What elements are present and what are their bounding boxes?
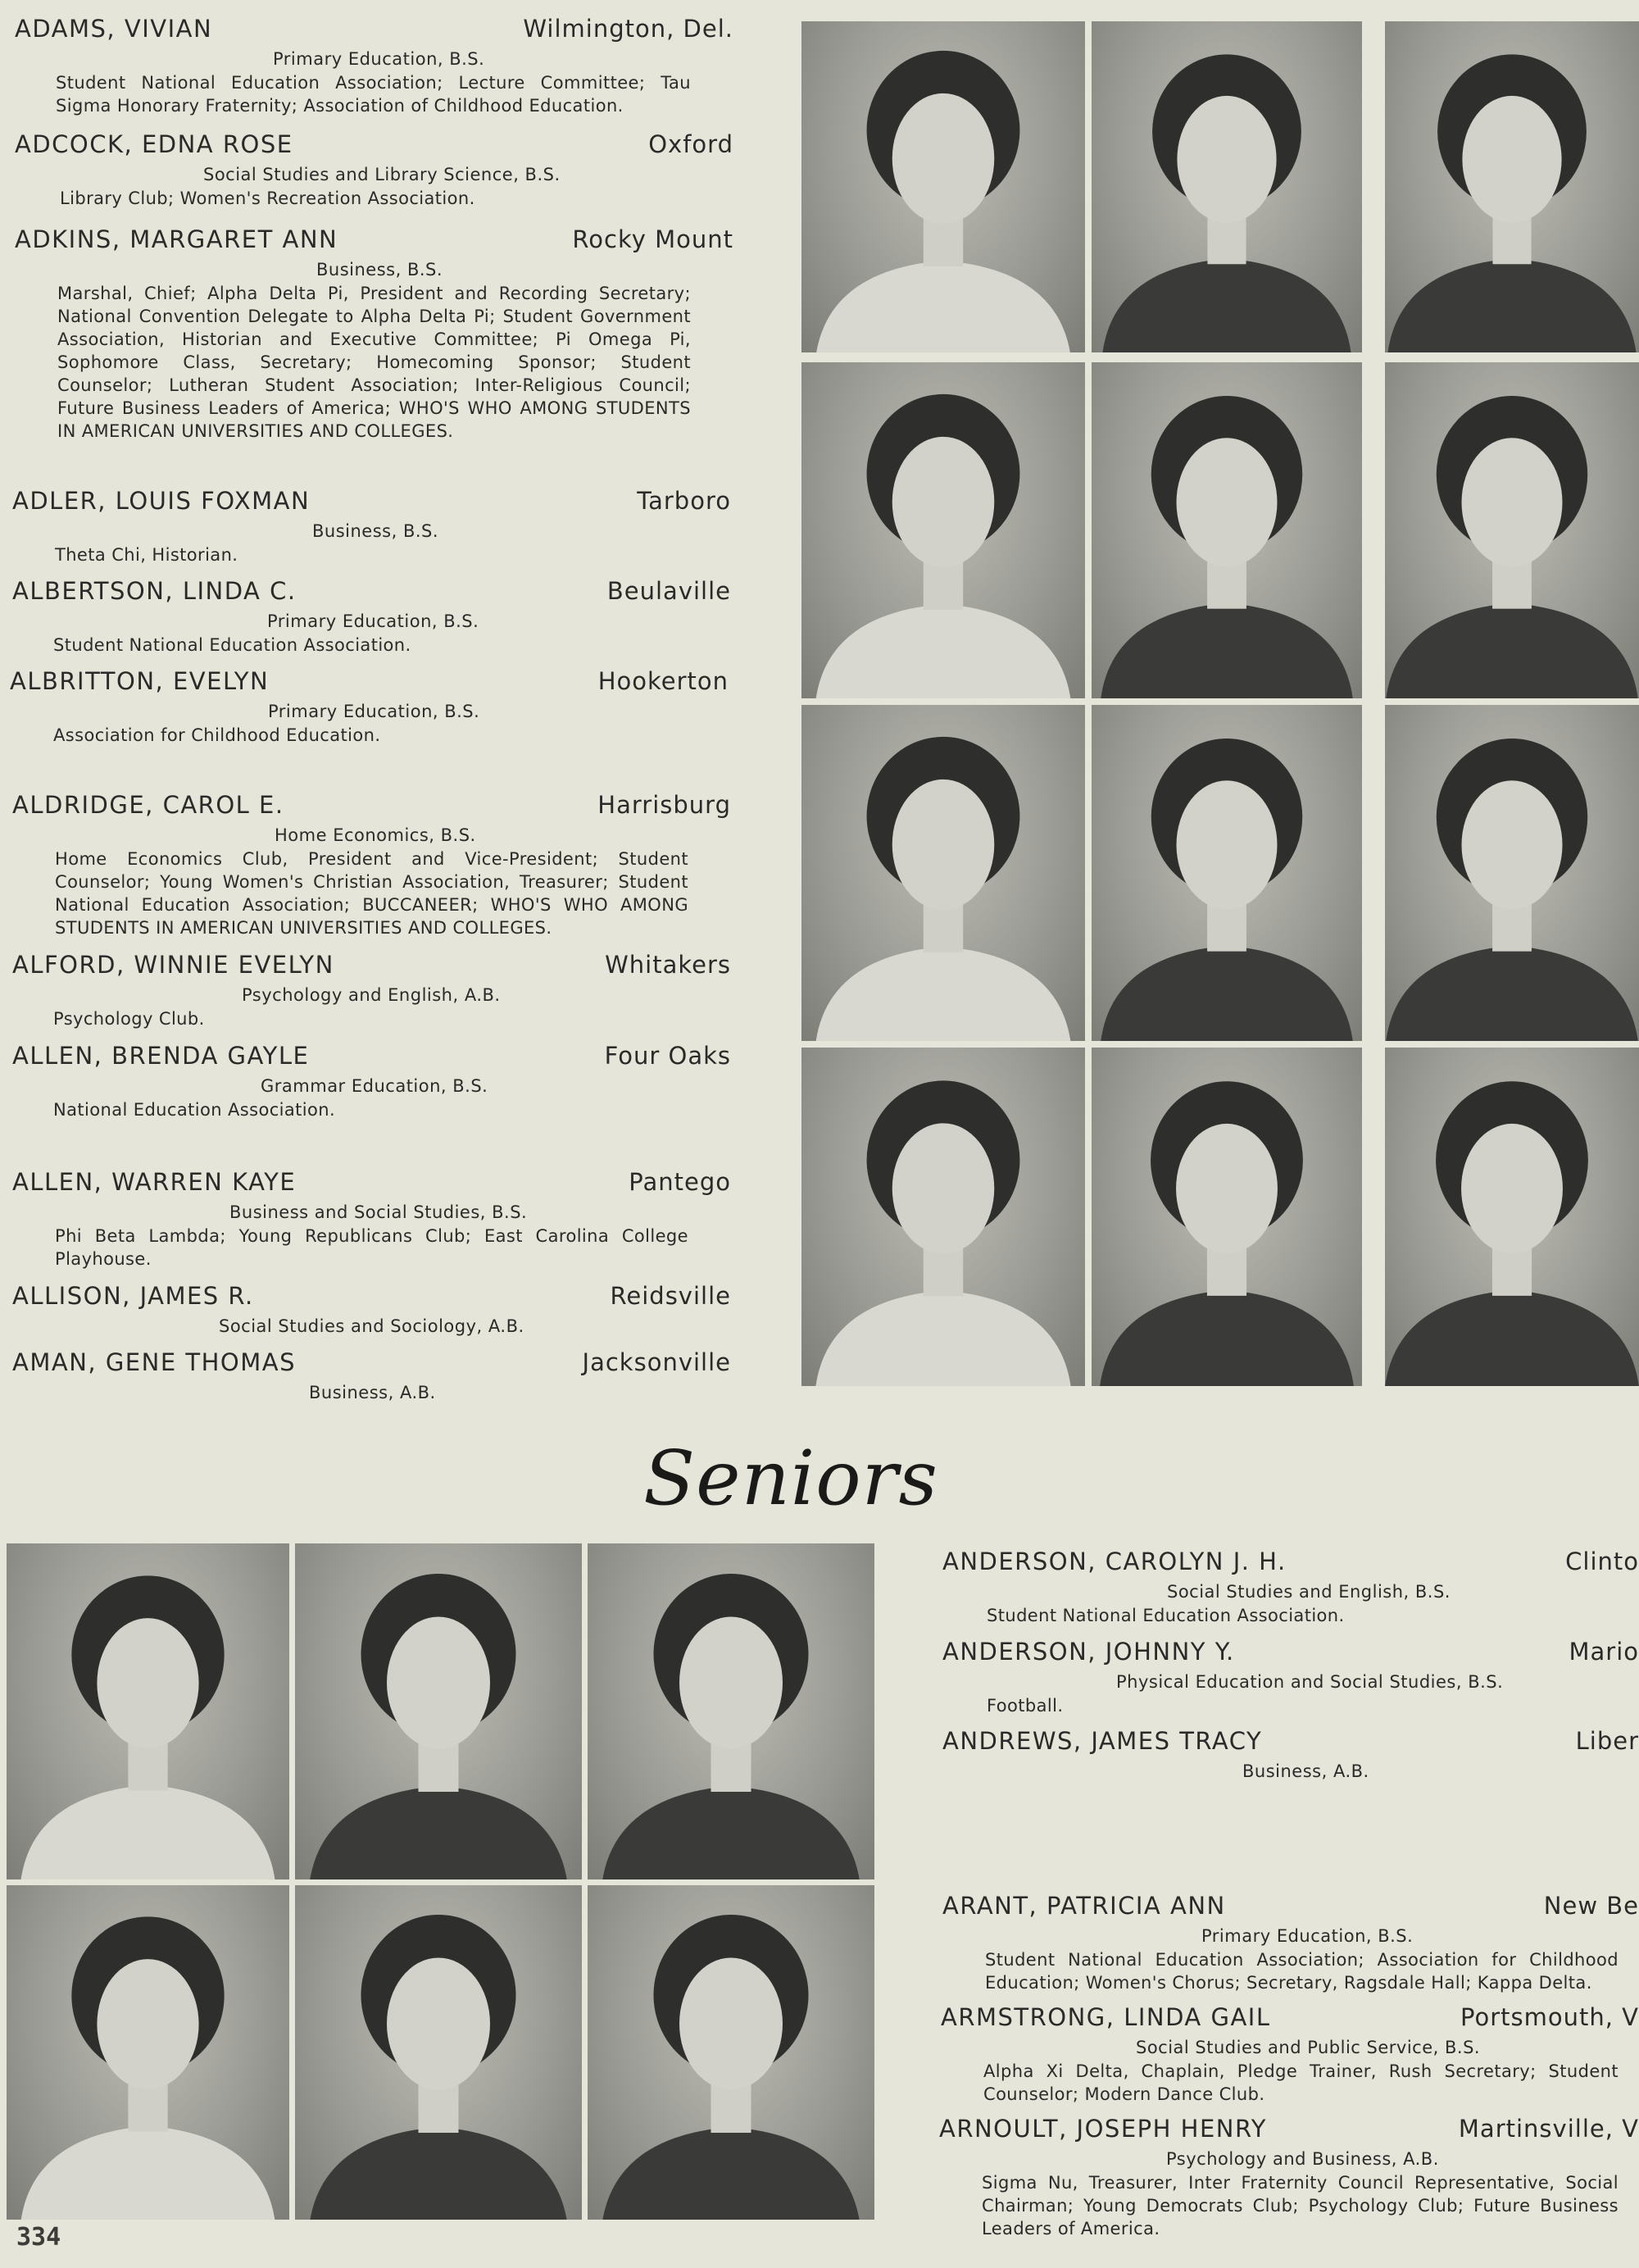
student-hometown: New Be <box>1543 1892 1639 1920</box>
page-number: 334 <box>16 2223 61 2252</box>
portrait-anderson-carolyn <box>7 1543 289 1879</box>
student-degree: Social Studies and Sociology, A.B. <box>219 1316 524 1336</box>
student-name: ARMSTRONG, LINDA GAIL <box>941 2003 1271 2031</box>
entry-albertson <box>12 577 731 659</box>
student-degree: Business and Social Studies, B.S. <box>229 1202 528 1222</box>
portrait-silhouette <box>7 1885 289 2220</box>
portrait-silhouette <box>1092 21 1362 352</box>
portrait-allen-warren <box>801 1048 1085 1386</box>
portrait-adkins <box>1385 21 1639 352</box>
portrait-silhouette <box>1385 362 1639 698</box>
student-degree: Physical Education and Social Studies, B.S. <box>1116 1672 1504 1692</box>
student-hometown: Tarboro <box>637 487 731 515</box>
portrait-silhouette <box>1385 705 1639 1041</box>
student-activities: Phi Beta Lambda; Young Republicans Club; East Carolina College Playhouse. <box>55 1226 688 1269</box>
portrait-silhouette <box>1385 21 1639 352</box>
portrait-albertson <box>1092 362 1362 698</box>
student-degree: Social Studies and Public Service, B.S. <box>1136 2038 1481 2057</box>
portrait-silhouette <box>295 1885 582 2220</box>
student-name: ALLISON, JAMES R. <box>12 1282 254 1310</box>
student-activities: Student National Education Association. <box>987 1606 1345 1625</box>
portrait-armstrong <box>295 1885 582 2220</box>
portrait-arant <box>7 1885 289 2220</box>
portrait-silhouette <box>801 21 1085 352</box>
student-hometown: Four Oaks <box>604 1042 731 1070</box>
student-activities: Student National Education Association; Lecture Committee; Tau Sigma Honorary Fraternity; Association of Childhood Education. <box>56 73 691 116</box>
portrait-adams <box>801 21 1085 352</box>
student-activities: Association for Childhood Education. <box>53 725 381 745</box>
student-hometown: Reidsville <box>610 1282 731 1310</box>
entry-armstrong <box>941 2003 1639 2110</box>
student-name: ALBERTSON, LINDA C. <box>12 577 297 605</box>
student-degree: Psychology and Business, A.B. <box>1166 2149 1439 2169</box>
entry-anderson-carolyn <box>942 1548 1639 1629</box>
student-activities: Library Club; Women's Recreation Association. <box>60 189 475 208</box>
student-degree: Primary Education, B.S. <box>273 49 485 69</box>
section-title: Seniors <box>643 1434 938 1522</box>
portrait-alford <box>1092 705 1362 1041</box>
portrait-allen-brenda <box>1385 705 1639 1041</box>
portrait-adler <box>801 362 1085 698</box>
student-hometown: Oxford <box>648 130 733 158</box>
student-degree: Grammar Education, B.S. <box>261 1076 488 1096</box>
student-activities: Student National Education Association; Association for Childhood Education; Women's Chorus; Secretary, Ragsdale Hall; Kappa Delta. <box>985 1950 1619 1993</box>
student-degree: Primary Education, B.S. <box>268 702 480 721</box>
student-degree: Psychology and English, A.B. <box>242 985 501 1005</box>
student-degree: Home Economics, B.S. <box>275 825 476 845</box>
student-hometown: Martinsville, V <box>1458 2115 1639 2143</box>
student-activities: Psychology Club. <box>53 1009 205 1029</box>
portrait-silhouette <box>1092 1048 1362 1386</box>
student-activities: Home Economics Club, President and Vice-President; Student Counselor; Young Women's Christian Association, Treasurer; Student National Education Association; BUCCANEER; WHO'S WHO AMONG STUDENTS IN AMERICAN UNIVERSITIES AND COLLEGES. <box>55 849 688 938</box>
student-activities: Alpha Xi Delta, Chaplain, Pledge Trainer, Rush Secretary; Student Counselor; Modern Dance Club. <box>983 2061 1619 2104</box>
entry-allison <box>12 1282 731 1339</box>
portrait-silhouette <box>801 705 1085 1041</box>
student-activities: Sigma Nu, Treasurer, Inter Fraternity Council Representative, Social Chairman; Young Democrats Club; Psychology Club; Future Business Leaders of America. <box>982 2173 1619 2238</box>
student-name: ALLEN, WARREN KAYE <box>12 1168 297 1196</box>
portrait-silhouette <box>801 362 1085 698</box>
student-name: ANDERSON, CAROLYN J. H. <box>942 1548 1287 1575</box>
portrait-silhouette <box>1092 705 1362 1041</box>
student-activities: National Education Association. <box>53 1100 336 1120</box>
portrait-silhouette <box>1385 1048 1639 1386</box>
student-name: ALLEN, BRENDA GAYLE <box>12 1042 310 1070</box>
student-hometown: Beulaville <box>606 577 731 605</box>
portrait-albritton <box>1385 362 1639 698</box>
student-name: ADKINS, MARGARET ANN <box>15 225 338 253</box>
entry-albritton <box>10 667 729 749</box>
entry-alford <box>12 951 731 1033</box>
student-hometown: Wilmington, Del. <box>523 15 733 43</box>
portrait-silhouette <box>1092 362 1362 698</box>
student-degree: Business, B.S. <box>316 260 443 280</box>
student-hometown: Pantego <box>629 1168 731 1196</box>
portrait-grid-bottom <box>7 1543 875 2220</box>
entry-allen-warren <box>12 1168 731 1275</box>
portrait-aman <box>1385 1048 1639 1386</box>
student-hometown: Rocky Mount <box>572 225 733 253</box>
student-activities: Theta Chi, Historian. <box>55 545 238 565</box>
student-activities: Marshal, Chief; Alpha Delta Pi, President and Recording Secretary; National Convention Delegate to Alpha Delta Pi; Student Government Association, Historian and Executive Committee; Pi Omega Pi, Sophomore Class, Secretary; Homecoming Sponsor; Student Counselor; Lutheran Student Association; Inter-Religious Council; Future Business Leaders of America; WHO'S WHO AMONG STUDENTS IN AMERICAN UNIVERSITIES AND COLLEGES. <box>57 284 691 441</box>
portrait-silhouette <box>7 1543 289 1879</box>
portrait-silhouette <box>295 1543 582 1879</box>
portrait-anderson-johnny <box>295 1543 582 1879</box>
portrait-silhouette <box>801 1048 1085 1386</box>
entry-adkins <box>15 225 733 447</box>
portrait-grid-top <box>801 21 1639 1386</box>
student-hometown: Hookerton <box>597 667 729 695</box>
student-name: ANDREWS, JAMES TRACY <box>942 1727 1263 1755</box>
portrait-allison <box>1092 1048 1362 1386</box>
student-name: AMAN, GENE THOMAS <box>12 1348 296 1376</box>
student-name: ADAMS, VIVIAN <box>15 15 213 43</box>
student-degree: Social Studies and English, B.S. <box>1167 1582 1451 1602</box>
student-activities: Student National Education Association. <box>53 635 411 655</box>
student-hometown: Mario <box>1569 1638 1639 1666</box>
student-name: ALBRITTON, EVELYN <box>10 667 270 695</box>
student-hometown: Harrisburg <box>597 791 731 819</box>
entry-arant <box>942 1892 1639 1998</box>
portrait-silhouette <box>588 1543 874 1879</box>
student-hometown: Portsmouth, V <box>1460 2003 1639 2031</box>
student-hometown: Liber <box>1575 1727 1639 1755</box>
entry-aman <box>12 1348 731 1406</box>
entry-anderson-johnny <box>942 1638 1639 1720</box>
student-name: ADLER, LOUIS FOXMAN <box>12 487 311 515</box>
portrait-silhouette <box>588 1885 874 2220</box>
student-name: ARANT, PATRICIA ANN <box>942 1892 1226 1920</box>
portrait-adcock <box>1092 21 1362 352</box>
student-degree: Primary Education, B.S. <box>1201 1926 1414 1946</box>
entry-allen-brenda <box>12 1042 731 1124</box>
student-degree: Business, B.S. <box>312 521 439 541</box>
student-hometown: Clinto <box>1565 1548 1639 1575</box>
portrait-andrews <box>588 1543 874 1879</box>
entry-aldridge <box>12 791 731 939</box>
entry-arnoult <box>939 2115 1639 2246</box>
student-activities: Football. <box>987 1696 1064 1716</box>
student-degree: Social Studies and Library Science, B.S. <box>203 165 561 184</box>
student-name: ADCOCK, EDNA ROSE <box>15 130 293 158</box>
entry-andrews <box>942 1727 1639 1784</box>
student-hometown: Whitakers <box>605 951 731 979</box>
student-name: ALFORD, WINNIE EVELYN <box>12 951 334 979</box>
entry-adams <box>15 15 733 121</box>
portrait-aldridge <box>801 705 1085 1041</box>
portrait-arnoult <box>588 1885 874 2220</box>
student-name: ANDERSON, JOHNNY Y. <box>942 1638 1235 1666</box>
student-hometown: Jacksonville <box>582 1348 731 1376</box>
student-name: ALDRIDGE, CAROL E. <box>12 791 284 819</box>
student-degree: Business, A.B. <box>1242 1761 1369 1781</box>
entry-adcock <box>15 130 733 212</box>
entry-adler <box>12 487 731 569</box>
student-degree: Primary Education, B.S. <box>267 611 479 631</box>
student-name: ARNOULT, JOSEPH HENRY <box>939 2115 1268 2143</box>
student-degree: Business, A.B. <box>309 1383 436 1402</box>
